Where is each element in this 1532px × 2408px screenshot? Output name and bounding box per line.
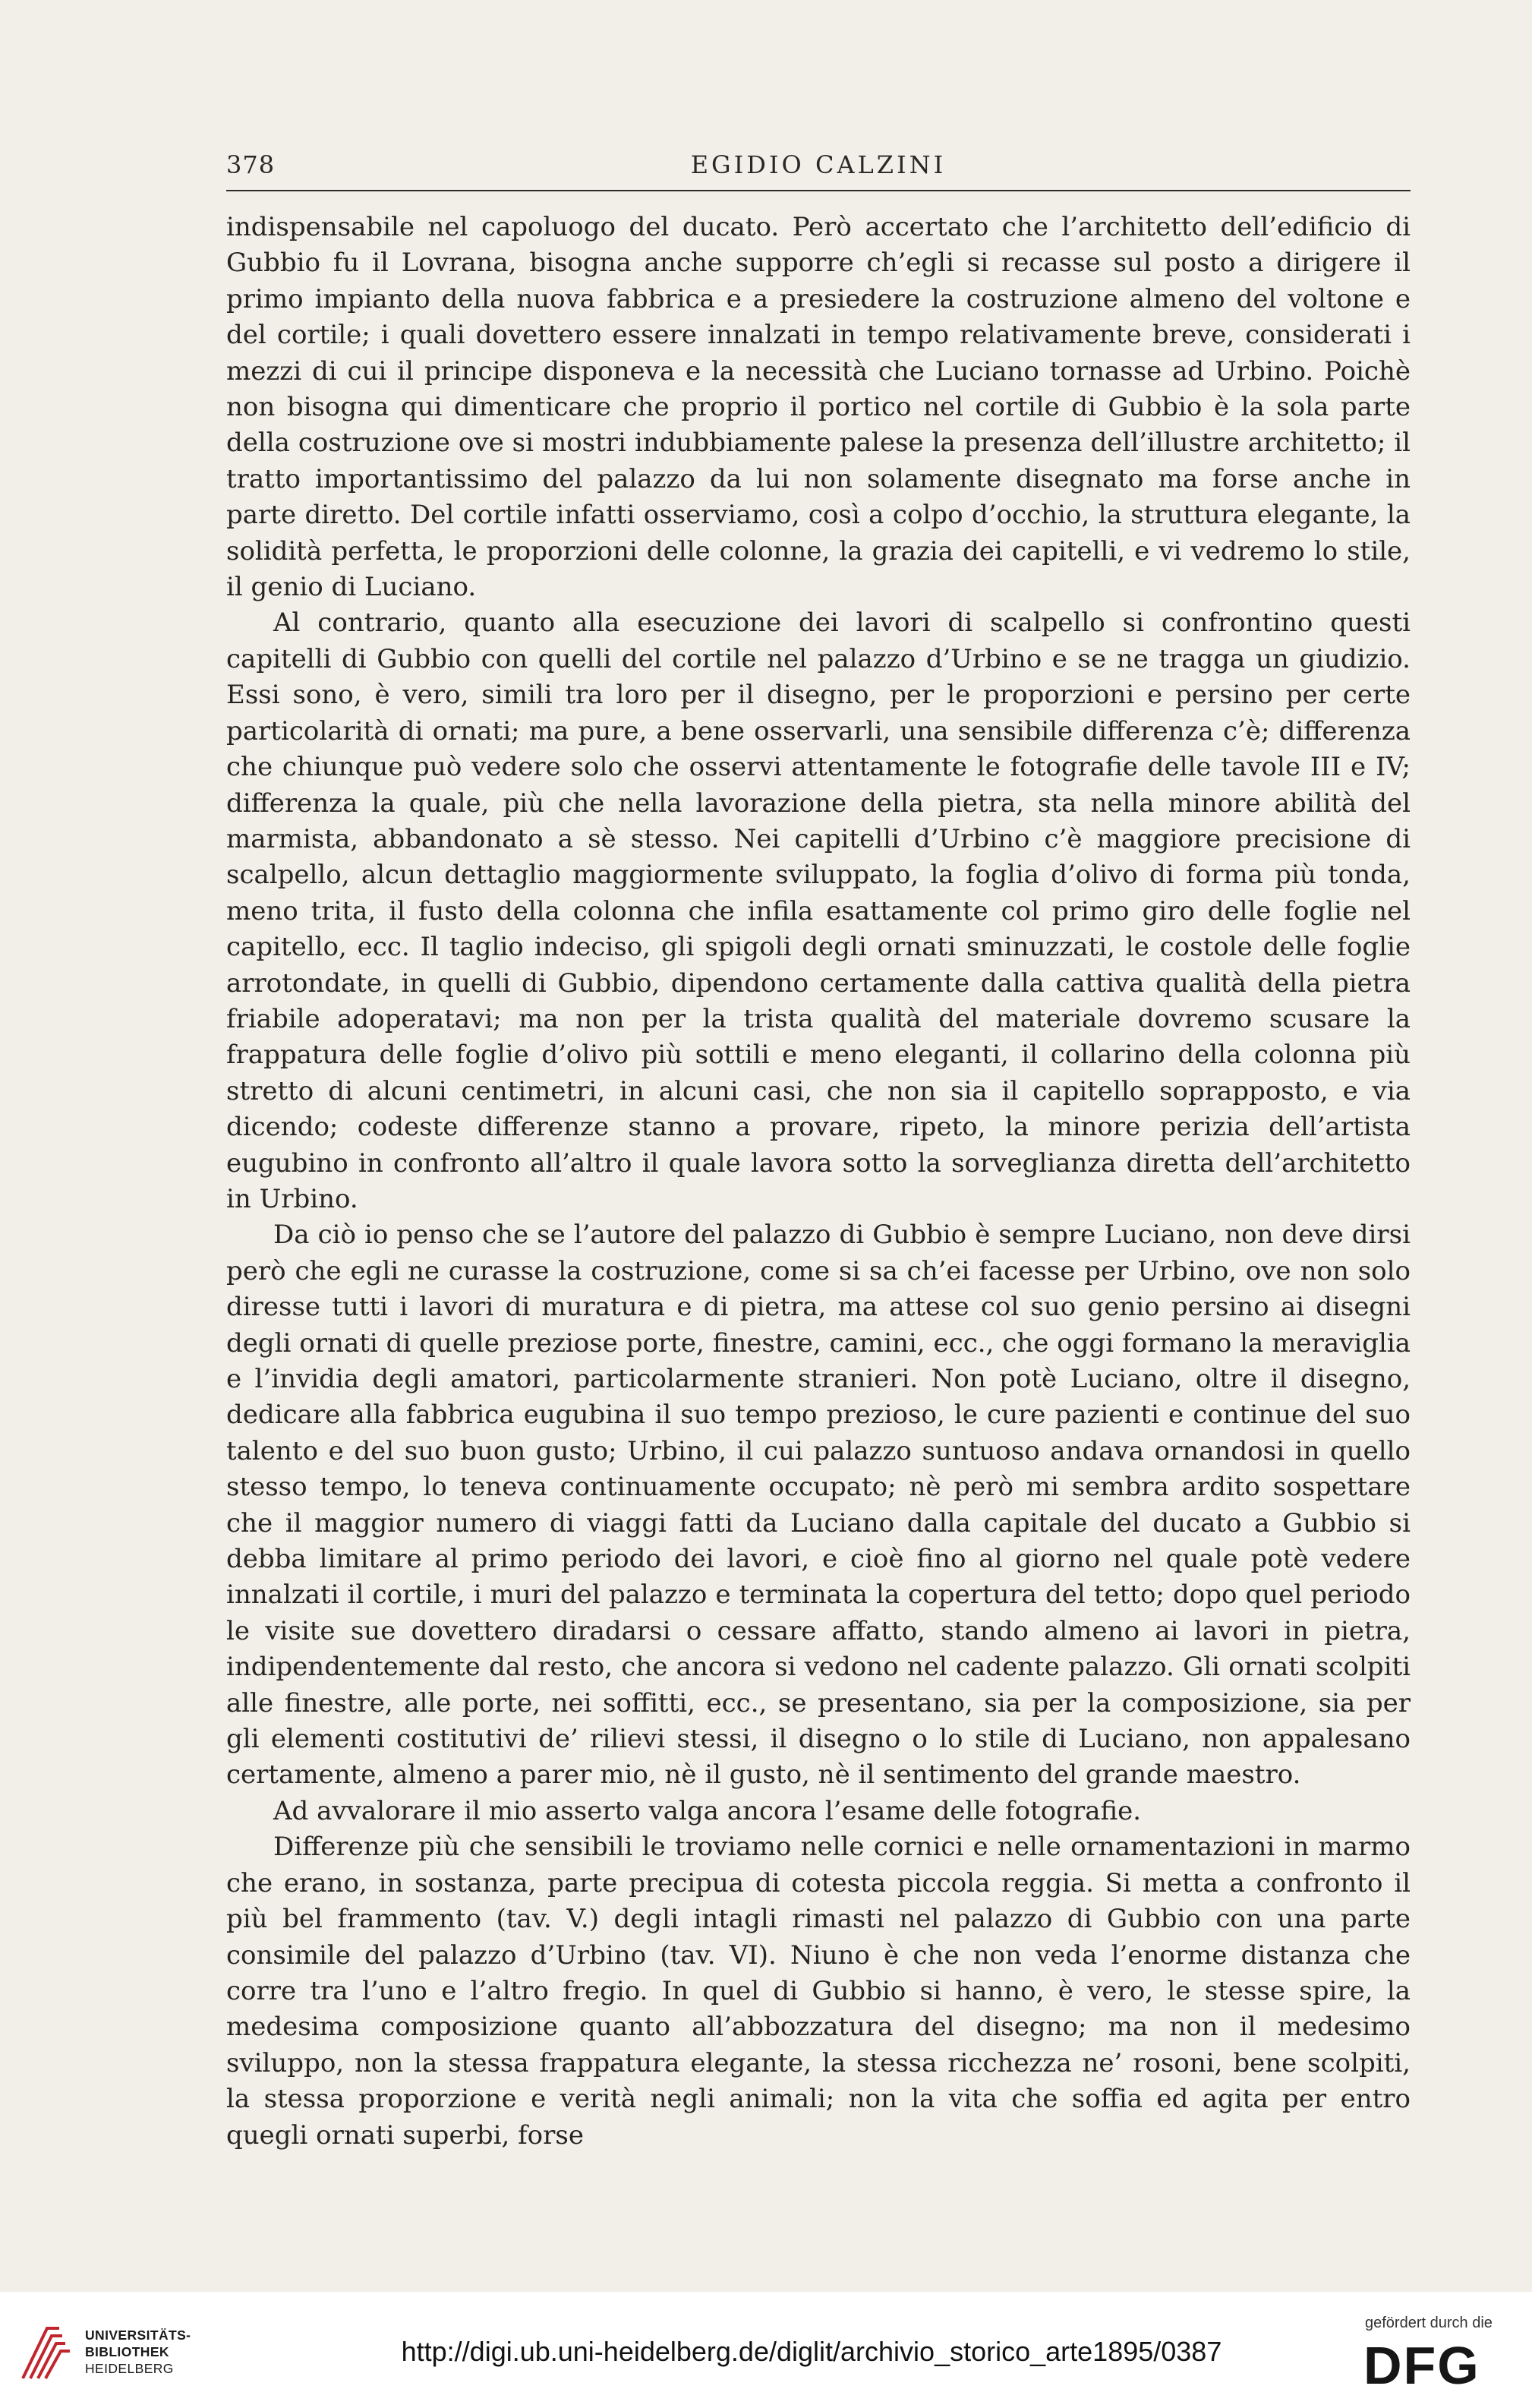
paragraph-5: Differenze più che sensibili le troviamo nelle cornici e nelle ornamentazioni in marmo che erano, in sostanza, parte precipua di cotesta piccola reggia. Si metta a confronto il più bel frammento (tav. V.) degli intagli rimasti nel palazzo di Gubbio con una parte consimile del palazzo d’Urbino (tav. VI). Niuno è che non veda l’enorme distanza che corre tra l’uno e l’altro fregio. In quel di Gubbio si hanno, è vero, le stesse spire, la medesima composizione quanto all’abbozzatura del disegno; ma non il medesimo sviluppo, non la stessa frappatura elegante, la stessa ricchezza ne’ rosoni, bene scolpiti, la stessa proporzione e verità negli animali; non la vita che soffia ed agita per entro quegli ornati superbi, forse xyxy=(226,1832,1411,2151)
dfg-logo: DFG xyxy=(1363,2336,1480,2395)
running-head: EGIDIO CALZINI xyxy=(690,150,947,179)
footer-bar xyxy=(0,2292,1532,2408)
paragraph-3: Da ciò io penso che se l’autore del palazzo di Gubbio è sempre Luciano, non deve dirsi però che egli ne curasse la costruzione, come si sa ch’ei facesse per Urbino, ove non solo diresse tutti i lavori di muratura e di pietra, ma attese col suo genio persino ai disegni degli ornati di quelle preziose porte, finestre, camini, ecc., che oggi formano la meraviglia e l’invidia degli amatori, particolarmente stranieri. Non potè Luciano, oltre il disegno, dedicare alla fabbrica eugubina il suo tempo prezioso, le cure pazienti e continue del suo talento e del suo buon gusto; Urbino, il cui palazzo suntuoso andava ornandosi in quello stesso tempo, lo teneva continuamente occupato; nè però mi sembra ardito sospettare che il maggior numero di viaggi fatti da Luciano dalla capitale del ducato a Gubbio si debba limitare al primo periodo dei lavori, e cioè fino al giorno nel quale potè vedere innalzati il cortile, i muri del palazzo e terminata la copertura del tetto; dopo quel periodo le visite sue dovettero diradarsi o cessare affatto, stando almeno ai lavori in pietra, indipendentemente dal resto, che ancora si vedono nel cadente palazzo. Gli ornati scolpiti alle finestre, alle porte, nei soffitti, ecc., se presentano, sia per la composizione, sia per gli elementi costitutivi de’ rilievi stessi, il disegno o lo stile di Luciano, non appalesano certamente, almeno a parer mio, nè il gusto, nè il sentimento del grande maestro. xyxy=(226,1220,1411,1791)
paragraph-4: Ad avvalorare il mio asserto valga ancora l’esame delle fotografie. xyxy=(273,1795,1142,1826)
library-name-line-3: HEIDELBERG xyxy=(85,2361,174,2376)
page-number: 378 xyxy=(226,150,276,179)
body-text xyxy=(226,210,1411,2154)
paragraph-1: indispensabile nel capoluogo del ducato. Però accertato che l’architetto dell’edificio di Gubbio fu il Lovrana, bisogna anche supporre ch’egli si recasse sul posto a dirigere il primo impianto della nuova fabbrica e a presiedere la costruzione almeno del voltone e del cortile; i quali dovettero essere innalzati in tempo relativamente breve, considerati i mezzi di cui il principe disponeva e la necessità che Luciano tornasse ad Urbino. Poichè non bisogna qui dimenticare che proprio il portico nel cortile di Gubbio è la sola parte della costruzione ove si mostri indubbiamente palese la presenza dell’illustre architetto; il tratto importantissimo del palazzo da lui non solamente disegnato ma forse anche in parte diretto. Del cortile infatti osserviamo, così a colpo d’occhio, la struttura elegante, la solidità perfetta, le proporzioni delle colonne, la grazia dei capitelli, e vi vedremo lo stile, il genio di Luciano. xyxy=(226,212,1411,603)
paragraph-2: Al contrario, quanto alla esecuzione dei lavori di scalpello si confrontino questi capitelli di Gubbio con quelli del cortile nel palazzo d’Urbino e se ne tragga un giudizio. Essi sono, è vero, simili tra loro per il disegno, per le proporzioni e persino per certe particolarità di ornati; ma pure, a bene osservarli, una sensibile differenza c’è; differenza che chiunque può vedere solo che osservi attentamente le fotografie delle tavole III e IV; differenza la quale, più che nella lavorazione della pietra, sta nella minore abilità del marmista, abbandonato a sè stesso. Nei capitelli d’Urbino c’è maggiore precisione di scalpello, alcun dettaglio maggiormente sviluppato, la foglia d’olivo di forma più tonda, meno trita, il fusto della colonna che infila esattamente col primo giro delle foglie nel capitello, ecc. Il taglio indeciso, gli spigoli degli ornati sminuzzati, le costole delle foglie arrotondate, in quelli di Gubbio, dipendono certamente dalla cattiva qualità della pietra friabile adoperatavi; ma non per la trista qualità del materiale dovremo scusare la frappatura delle foglie d’olivo più sottili e meno eleganti, il collarino della colonna più stretto di alcuni centimetri, in alcuni casi, che non sia il capitello soprapposto, e via dicendo; codeste differenze stanno a provare, ripeto, la minore perizia dell’artista eugubino in confronto all’altro il quale lavora sotto la sorveglianza diretta dell’architetto in Urbino. xyxy=(226,608,1411,1214)
funding-caption: gefördert durch die xyxy=(1365,2315,1493,2331)
library-name-line-2: BIBLIOTHEK xyxy=(85,2344,169,2359)
source-url-link[interactable]: http://digi.ub.uni-heidelberg.de/diglit/archivio_storico_arte1895/0387 xyxy=(401,2336,1222,2367)
page-header xyxy=(226,144,1411,191)
library-name-line-1: UNIVERSITÄTS- xyxy=(85,2328,191,2343)
